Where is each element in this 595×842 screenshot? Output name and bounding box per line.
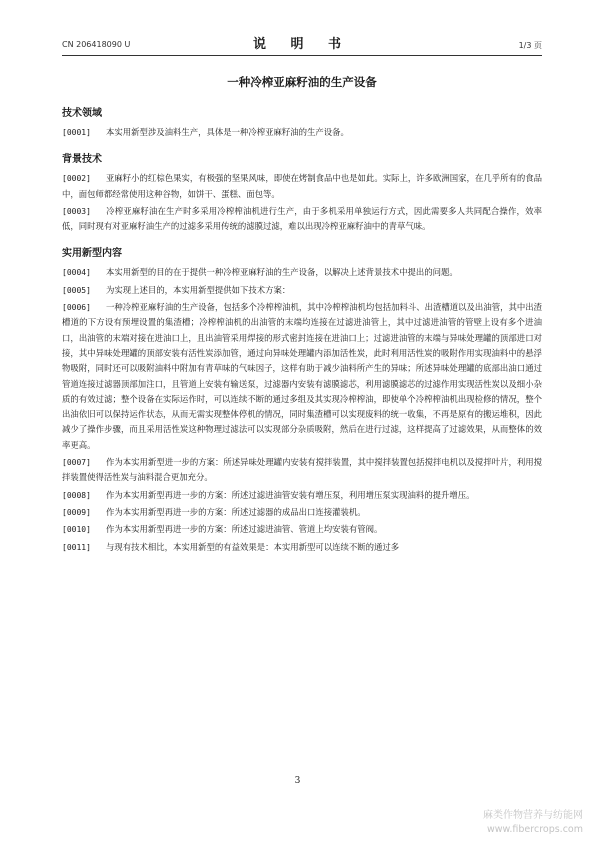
paragraph-text: 亚麻籽小的红棕色果实，有极强的坚果风味，即使在烤制食品中也是如此。实际上，许多欧洲国家，在几乎所有的食品中，面包师都经常使用这种谷物，如饼干、蛋糕、面包等。 [62,173,542,199]
document-title: 一种冷榨亚麻籽油的生产设备 [227,75,377,89]
watermark-text: 麻类作物营养与纺能网 [483,810,583,821]
paragraph-number: [0002] [62,174,91,184]
paragraph-text: 作为本实用新型再进一步的方案：所述过滤进油管、管道上均安装有管阀。 [106,524,383,535]
paragraph [62,522,542,537]
paragraph-number: [0011] [62,542,91,552]
paragraph [62,204,542,235]
paragraph-text: 与现有技术相比，本实用新型的有益效果是：本实用新型可以连续不断的通过多 [106,541,400,552]
paragraph [62,283,542,298]
paragraph-number: [0010] [62,525,91,535]
paragraph-number: [0007] [62,458,91,468]
paragraph [62,455,542,486]
paragraph-number: [0009] [62,507,91,517]
watermark-url: www.fibercrops.com [486,824,583,835]
paragraph [62,265,542,280]
section-heading: 实用新型内容 [62,248,122,260]
document-type: 说 明 书 [252,37,352,52]
paragraph-number: [0006] [62,303,91,313]
paragraph-text: 为实现上述目的，本实用新型提供如下技术方案： [106,284,291,295]
paragraph [62,300,542,453]
section-heading: 技术领域 [62,108,102,119]
paragraph [62,171,542,202]
paragraph-text: 一种冷榨亚麻籽油的生产设备，包括多个冷榨榨油机，其中冷榨榨油机均包括加料斗、出渣槽道以及出油管，其中出渣槽道的下方设有预埋设置的集渣槽；冷榨榨油机的出油管的末端均连接在过滤进油管上，其中过滤进油管的管壁上设有多个进油口，出油管的末端对接在进油口上，且出油管采用焊接的形式密封连接在进油口上；过滤进油管的末端与异味处理罐的顶部进口对接，其中异味处理罐的顶部安装有活性炭添加管，通过向异味处理罐内添加活性炭，此时利用活性炭的吸附作用实现油料中的悬浮物吸附，同时还可以吸附油料中附加有青草味的气味因子，这样有助于减少油料所产生的异味；所述异味处理罐的底部出油口通过管道连接过滤器顶部加注口，且管道上安装有输送泵，过滤器内安装有滤膜滤芯，利用滤膜滤芯的过滤作用实现活性炭以及细小杂质的有效过滤；整个设备在实际运作时，可以连续不断的通过多组及其实现冷榨榨油，即使单个冷榨榨油机出现检修的情况，整个出油依旧可以保持运作状态，从而无需实现整体停机的情况，同时集渣槽可以实现废料的统一收集，不再是原有的搬运堆积，因此减少了操作步骤，而且采用活性炭这种物理过滤法可以实现部分杂质吸附，然后在进行过滤，这样提高了过滤效果，从而整体的效率更高。 [62,302,542,450]
page-indicator: 1/3 页 [518,41,542,50]
paragraph-number: [0001] [62,128,91,137]
watermark [483,806,583,835]
section-heading: 背景技术 [62,154,102,166]
paragraph-text: 作为本实用新型再进一步的方案：所述过滤进油管安装有增压泵，利用增压泵实现油料的提升增压。 [106,489,475,500]
paragraph [62,125,542,140]
paragraph-number: [0005] [62,285,91,295]
paragraph-text: 作为本实用新型再进一步的方案：所述过滤器的成品出口连接灌装机。 [106,506,366,517]
paragraph [62,488,542,503]
page-header [62,30,542,56]
paragraph [62,540,542,555]
header-rule [62,55,542,56]
patent-number: CN 206418090 U [62,40,131,49]
paragraph [62,505,542,520]
paragraph-text: 冷榨亚麻籽油在生产时多采用冷榨榨油机进行生产，由于多机采用单独运行方式，因此需要多人共同配合操作，效率低，同时现有对亚麻籽油生产的过滤多采用传统的滤膜过滤，难以出现冷榨亚麻籽油中的青草气味。 [62,205,542,232]
paragraph-text: 作为本实用新型进一步的方案：所述异味处理罐内安装有搅拌装置，其中搅拌装置包括搅拌电机以及搅拌叶片，利用搅拌装置使得活性炭与油料混合更加充分。 [62,457,542,483]
paragraph-text: 本实用新型涉及油料生产，具体是一种冷榨亚麻籽油的生产设备。 [106,127,349,137]
page-number: 3 [294,776,301,786]
paragraph-number: [0004] [62,268,91,278]
paragraph-number: [0008] [62,490,91,500]
paragraph-text: 本实用新型的目的在于提供一种冷榨亚麻籽油的生产设备，以解决上述背景技术中提出的问题。 [106,267,458,278]
paragraph-number: [0003] [62,206,91,216]
document-body [62,106,542,557]
